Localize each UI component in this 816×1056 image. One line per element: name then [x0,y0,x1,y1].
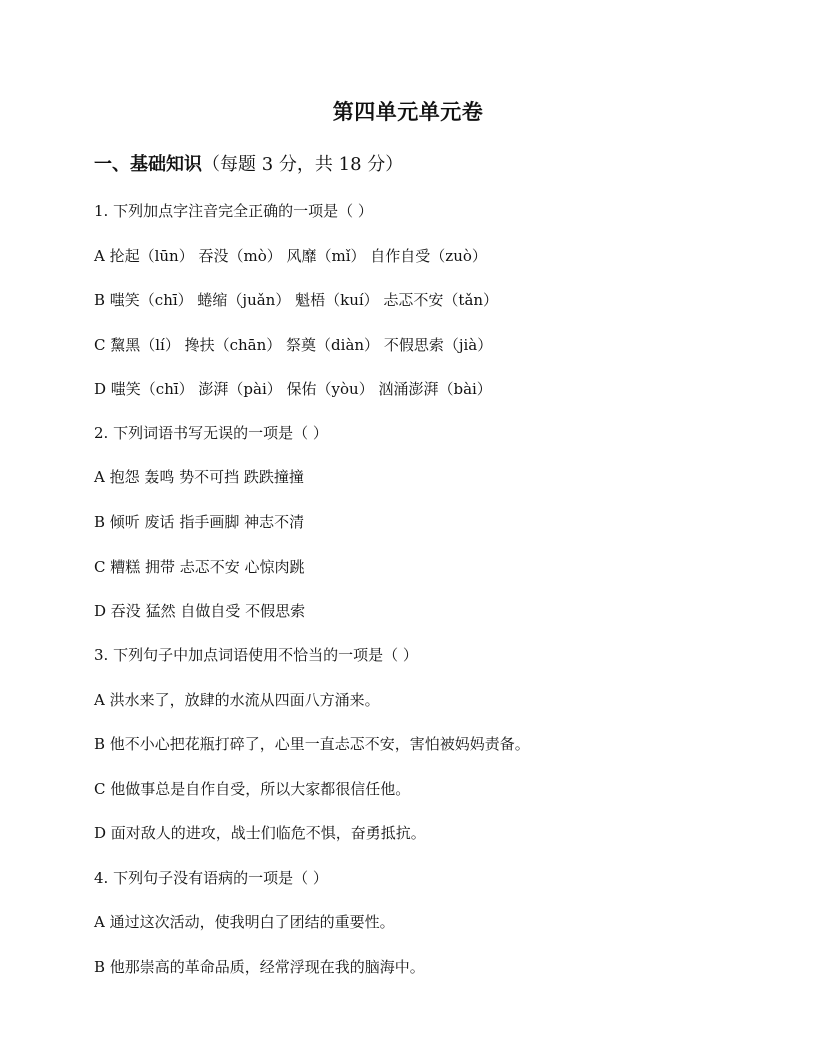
section-score-note: （每题 3 分，共 18 分） [202,154,404,175]
question-2-option-d: D 吞没 猛然 自做自受 不假思索 [94,602,306,620]
question-1-option-c: C 黧黑（lí） 搀扶（chān） 祭奠（diàn） 不假思索（jià） [94,336,493,354]
question-3-option-b: B 他不小心把花瓶打碎了，心里一直忐忑不安，害怕被妈妈责备。 [94,735,530,753]
question-4-option-b: B 他那崇高的革命品质，经常浮现在我的脑海中。 [94,958,425,976]
question-2-option-a: A 抱怨 轰鸣 势不可挡 跌跌撞撞 [94,468,304,486]
question-2-option-b: B 倾听 废话 指手画脚 神志不清 [94,513,305,531]
question-4-stem: 4. 下列句子没有语病的一项是（ ） [94,869,328,887]
section-heading [94,150,403,176]
document-title: 第四单元单元卷 [332,99,484,124]
question-3-option-c: C 他做事总是自作自受，所以大家都很信任他。 [94,780,411,798]
section-heading-label: 一、基础知识 [94,154,202,175]
question-1-stem: 1. 下列加点字注音完全正确的一项是（ ） [94,202,373,220]
question-2-stem: 2. 下列词语书写无误的一项是（ ） [94,424,328,442]
question-2-option-c: C 糟糕 拥带 忐忑不安 心惊肉跳 [94,558,305,576]
question-3-option-a: A 洪水来了，放肆的水流从四面八方涌来。 [94,691,380,709]
question-3-stem: 3. 下列句子中加点词语使用不恰当的一项是（ ） [94,646,418,664]
question-1-option-b: B 嗤笑（chī） 蜷缩（juǎn） 魁梧（kuí） 忐忑不安（tǎn） [94,291,499,309]
question-1-option-a: A 抡起（lūn） 吞没（mò） 风靡（mǐ） 自作自受（zuò） [94,247,487,265]
question-3-option-d: D 面对敌人的进攻，战士们临危不惧，奋勇抵抗。 [94,824,426,842]
question-1-option-d: D 嗤笑（chī） 澎湃（pài） 保佑（yòu） 汹涌澎湃（bài） [94,380,492,398]
question-4-option-a: A 通过这次活动，使我明白了团结的重要性。 [94,913,395,931]
